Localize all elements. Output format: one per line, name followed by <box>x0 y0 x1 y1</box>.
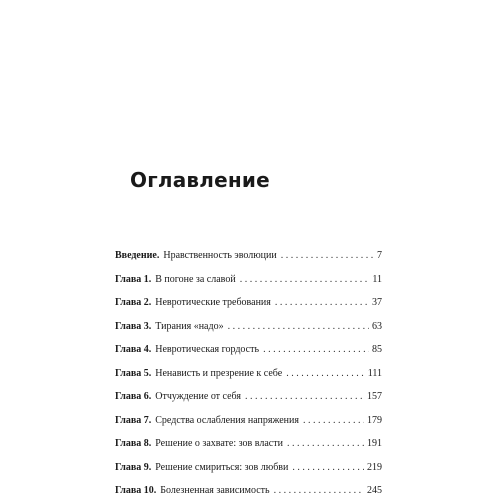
toc-entry-page: 111 <box>367 367 382 379</box>
toc-entry-title: Решение о захвате: зов власти <box>155 438 283 449</box>
toc-entry-chapter-8 <box>115 438 382 462</box>
toc-entry-chapter-3 <box>115 321 382 345</box>
toc-entry-title: Решение смириться: зов любви <box>155 461 289 473</box>
toc-leader-dots <box>228 321 369 333</box>
toc-entry-title: Болезненная зависимость <box>160 485 270 496</box>
toc-entry-label: Введение. <box>115 250 160 261</box>
toc-entry-label: Глава 8. <box>115 438 152 449</box>
table-of-contents <box>115 250 382 500</box>
toc-entry-label: Глава 7. <box>115 414 152 426</box>
toc-entry-title: Средства ослабления напряжения <box>155 414 299 426</box>
toc-entry-title: Невротическая гордость <box>155 344 260 355</box>
toc-entry-page: 157 <box>367 391 382 402</box>
toc-entry-chapter-2 <box>115 297 382 321</box>
toc-leader-dots <box>274 485 364 497</box>
toc-entry-page: 63 <box>372 320 382 332</box>
toc-entry-title: Отчуждение от себя <box>155 391 241 402</box>
toc-entry-chapter-5 <box>115 368 382 392</box>
toc-entry-page: 179 <box>367 414 382 426</box>
toc-entry-label: Глава 6. <box>115 391 152 402</box>
toc-entry-chapter-7 <box>115 415 382 439</box>
toc-entry-page: 245 <box>367 485 382 496</box>
toc-entry-title: В погоне за славой <box>155 273 236 285</box>
toc-leader-dots <box>240 274 370 286</box>
toc-entry-label: Глава 5. <box>115 367 152 379</box>
toc-entry-page: 85 <box>372 344 382 355</box>
toc-entry-chapter-1 <box>115 274 382 298</box>
toc-entry-label: Глава 3. <box>115 320 152 332</box>
toc-entry-label: Глава 1. <box>115 273 152 285</box>
toc-leader-dots <box>245 391 364 403</box>
toc-entry-chapter-6 <box>115 391 382 415</box>
toc-leader-dots <box>292 462 364 474</box>
toc-leader-dots <box>303 415 364 427</box>
toc-entry-title: Невротические требования <box>155 297 271 308</box>
toc-entry-title: Ненависть и презрение к себе <box>155 367 283 379</box>
toc-entry-introduction <box>115 250 382 274</box>
toc-entry-chapter-4 <box>115 344 382 368</box>
toc-entry-page: 7 <box>377 250 382 261</box>
toc-entry-title: Нравственность эволюции <box>163 250 277 261</box>
toc-entry-label: Глава 4. <box>115 344 152 355</box>
page-title: Оглавление <box>130 168 270 192</box>
toc-entry-label: Глава 10. <box>115 485 157 496</box>
toc-leader-dots <box>275 297 369 309</box>
toc-entry-page: 191 <box>367 438 382 449</box>
toc-entry-label: Глава 9. <box>115 461 152 473</box>
toc-entry-page: 11 <box>372 273 382 285</box>
toc-entry-label: Глава 2. <box>115 297 152 308</box>
toc-leader-dots <box>286 368 365 380</box>
toc-leader-dots <box>263 344 369 356</box>
toc-entry-page: 219 <box>367 461 382 473</box>
toc-leader-dots <box>287 438 364 450</box>
toc-entry-chapter-10 <box>115 485 382 500</box>
toc-leader-dots <box>281 250 374 262</box>
toc-entry-title: Тирания «надо» <box>155 320 224 332</box>
toc-entry-page: 37 <box>372 297 382 308</box>
toc-entry-chapter-9 <box>115 462 382 486</box>
